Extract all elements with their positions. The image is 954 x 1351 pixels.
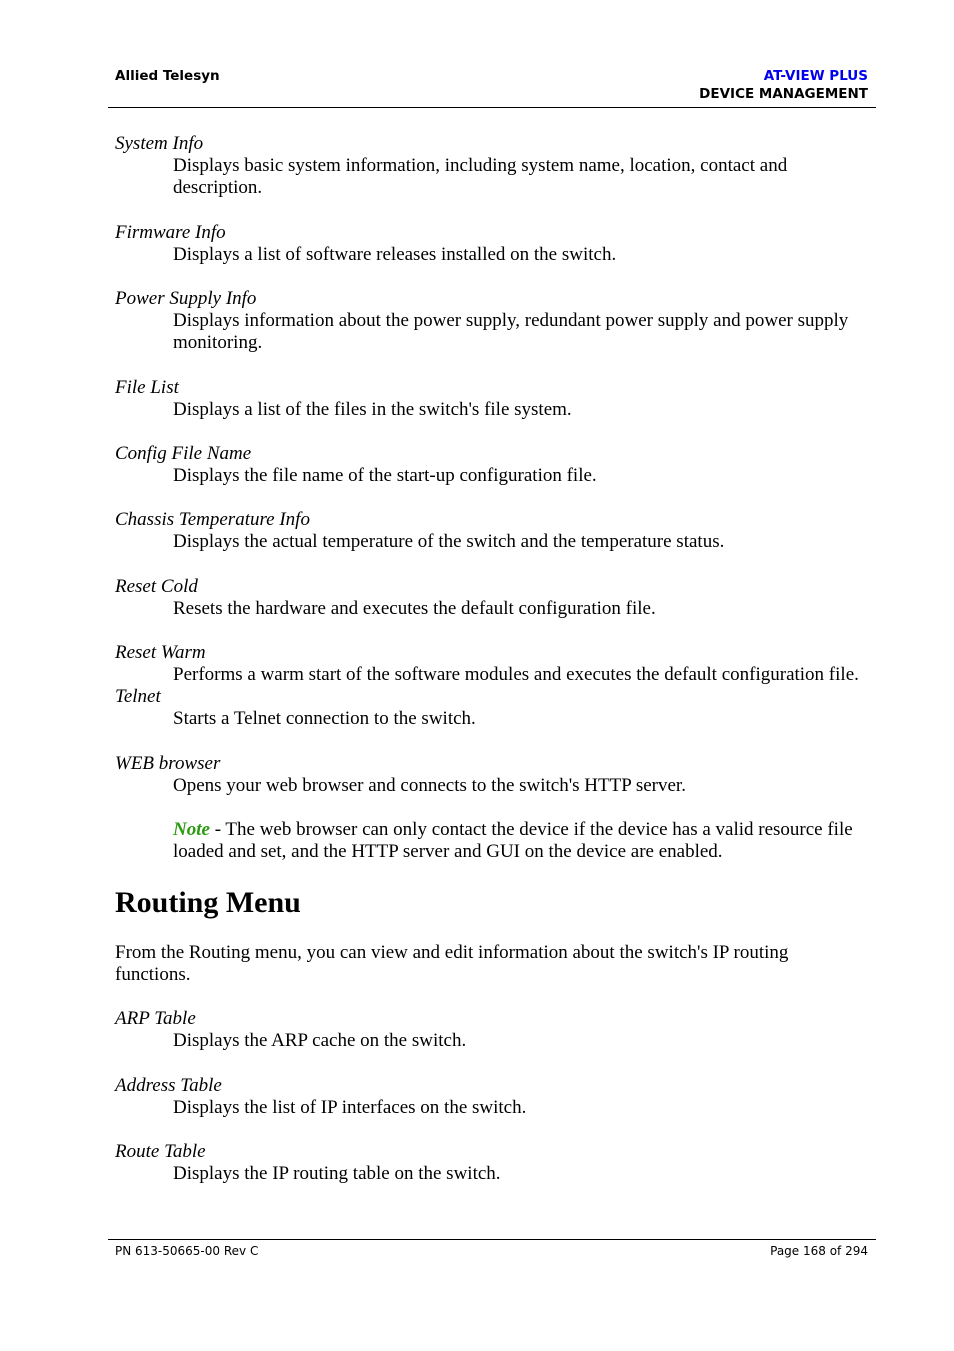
header-divider — [108, 107, 876, 108]
entry-description: Starts a Telnet connection to the switch. — [173, 708, 476, 729]
entry-description: Displays basic system information, including system name, location, contact and description. — [173, 155, 788, 198]
entry-power-supply-info — [115, 288, 875, 354]
footer-divider — [108, 1239, 876, 1240]
entry-description: Displays the file name of the start-up configuration file. — [173, 465, 597, 486]
routing-menu-heading: Routing Menu — [115, 886, 301, 919]
entry-web-browser — [115, 753, 875, 797]
entry-address-table — [115, 1075, 875, 1119]
entry-term: Telnet — [115, 686, 161, 707]
entry-route-table — [115, 1141, 875, 1185]
entry-config-file-name — [115, 443, 875, 487]
entry-description: Performs a warm start of the software modules and executes the default configuration file. — [173, 664, 859, 685]
entry-firmware-info — [115, 222, 875, 266]
entry-system-info — [115, 133, 875, 199]
entry-reset-cold — [115, 576, 875, 620]
note-label: Note — [173, 819, 210, 840]
entry-term: WEB browser — [115, 753, 221, 774]
entry-description: Displays the actual temperature of the switch and the temperature status. — [173, 531, 725, 552]
entry-description: Displays the IP routing table on the switch. — [173, 1163, 501, 1184]
entry-term: Address Table — [115, 1075, 222, 1096]
entry-description: Resets the hardware and executes the default configuration file. — [173, 598, 656, 619]
entry-chassis-temperature-info — [115, 509, 875, 553]
entry-term: Reset Cold — [115, 576, 198, 597]
page-header — [115, 66, 868, 106]
entry-description: Displays information about the power supply, redundant power supply and power supply monitoring. — [173, 310, 849, 353]
entry-telnet — [115, 686, 875, 730]
entry-term: System Info — [115, 133, 204, 154]
entry-term: Config File Name — [115, 443, 252, 464]
entry-description: Displays the list of IP interfaces on the switch. — [173, 1097, 527, 1118]
entry-reset-warm — [115, 642, 875, 686]
entry-term: Route Table — [115, 1141, 206, 1162]
product-name: AT-VIEW PLUS — [763, 68, 868, 84]
web-browser-note — [115, 819, 875, 863]
entry-term: Reset Warm — [115, 642, 206, 663]
entry-term: ARP Table — [115, 1008, 196, 1029]
note-body: - The web browser can only contact the device if the device has a valid resource file loaded and set, and the HTTP server and GUI on the device are enabled. — [173, 819, 853, 862]
routing-intro: From the Routing menu, you can view and edit information about the switch's IP routing functions. — [115, 942, 789, 985]
company-name: Allied Telesyn — [115, 68, 220, 84]
entry-term: Chassis Temperature Info — [115, 509, 310, 530]
entry-term: Firmware Info — [115, 222, 226, 243]
section-name: DEVICE MANAGEMENT — [699, 86, 868, 102]
part-number: PN 613-50665-00 Rev C — [115, 1244, 259, 1258]
entry-term: File List — [115, 377, 179, 398]
entry-file-list — [115, 377, 875, 421]
entry-description: Displays a list of software releases installed on the switch. — [173, 244, 617, 265]
entry-description: Opens your web browser and connects to the switch's HTTP server. — [173, 775, 686, 796]
note-text — [115, 819, 875, 863]
entry-arp-table — [115, 1008, 875, 1052]
entry-description: Displays the ARP cache on the switch. — [173, 1030, 467, 1051]
entry-term: Power Supply Info — [115, 288, 257, 309]
entry-description: Displays a list of the files in the switch's file system. — [173, 399, 572, 420]
page-number: Page 168 of 294 — [770, 1244, 868, 1258]
